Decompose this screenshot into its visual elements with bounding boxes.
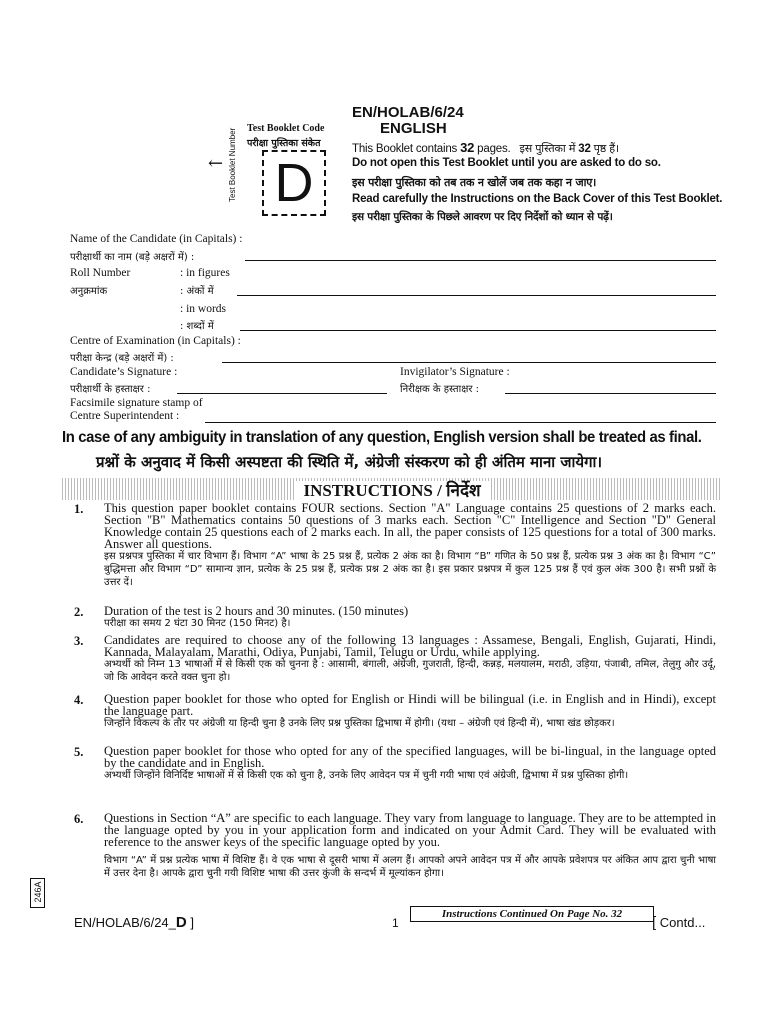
facsimile-label-2: Centre Superintendent :	[70, 410, 180, 422]
invigilator-signature-label-en: Invigilator’s Signature :	[400, 366, 510, 378]
invigilator-signature-line[interactable]	[505, 393, 716, 394]
notice-hi-2: इस परीक्षा पुस्तिका के पिछले आवरण पर दिए निर्देशों को ध्यान से पढ़ें।	[352, 211, 613, 223]
candidate-name-label-hi: परीक्षार्थी का नाम (बड़े अक्षरों में) :	[70, 252, 195, 263]
instruction-item	[104, 502, 716, 589]
ambiguity-banner-en: In case of any ambiguity in translation of any question, English version shall be treated as final.	[62, 429, 702, 446]
notice-en-2: Read carefully the Instructions on the Back Cover of this Test Booklet.	[352, 193, 723, 205]
facsimile-label-1: Facsimile signature stamp of	[70, 397, 203, 409]
continued-notice: Instructions Continued On Page No. 32	[410, 906, 654, 922]
instruction-number: 2.	[74, 605, 84, 619]
instruction-text-en: Questions in Section “A” are specific to each language. They vary from language to language. They are to be attempted in the language opted by you in your application form and indicated on your Admit Card. They will be evaluated with reference to the answer keys of the specific language opted by you.	[104, 811, 716, 849]
invigilator-signature-label-hi: निरीक्षक के हस्ताक्षर :	[400, 384, 480, 395]
roll-number-label-hi: अनुक्रमांक	[70, 286, 108, 297]
booklet-code-box: D	[262, 150, 326, 216]
centre-label-hi: परीक्षा केन्द्र (बड़े अक्षरों में) :	[70, 353, 174, 364]
instruction-item	[104, 605, 716, 630]
instruction-number: 3.	[74, 634, 84, 648]
footer-paper-code: EN/HOLAB/6/24_D ]	[74, 914, 194, 931]
instructions-title: INSTRUCTIONS / निर्देश	[62, 478, 722, 501]
paper-language: ENGLISH	[380, 120, 447, 137]
candidate-name-line[interactable]	[245, 260, 716, 261]
instruction-text-en: Duration of the test is 2 hours and 30 minutes. (150 minutes)	[104, 604, 409, 618]
paper-code: EN/HOLAB/6/24	[352, 104, 464, 121]
in-figures-label: : in figures	[180, 267, 230, 279]
instruction-item	[104, 634, 716, 684]
booklet-number-label: Test Booklet Number	[228, 127, 237, 202]
roll-figures-line[interactable]	[237, 295, 716, 296]
candidate-signature-label-en: Candidate’s Signature :	[70, 366, 178, 378]
centre-label-en: Centre of Examination (in Capitals) :	[70, 335, 241, 347]
instruction-text-hi: अभ्यर्थी को निम्न 13 भाषाओं में से किसी एक को चुनना है : आसामी, बंगाली, अंग्रेजी, गुजराती, हिन्दी, कन्नड़, मलयालम, मराठी, उड़िया, पंजाबी, तमिल, तेलुगु और उर्दू, जो कि आवेदन करते वक्त चुना हो।	[104, 659, 716, 683]
pages-notice: This Booklet contains 32 pages. इस पुस्तिका में 32 पृष्ठ हैं।	[352, 140, 619, 155]
in-words-label-hi: : शब्दों में	[180, 321, 214, 332]
notice-hi-1: इस परीक्षा पुस्तिका को तब तक न खोलें जब तक कहा न जाए।	[352, 176, 597, 189]
booklet-code-label-hi: परीक्षा पुस्तिका संकेत	[247, 138, 321, 149]
in-words-label: : in words	[180, 303, 226, 315]
candidate-name-label-en: Name of the Candidate (in Capitals) :	[70, 233, 243, 245]
instruction-text-en: Question paper booklet for those who opted for English or Hindi will be bilingual (i.e. in English and in Hindi), except the language part.	[104, 692, 716, 718]
contd-label: [ Contd...	[652, 914, 706, 931]
notice-en-1: Do not open this Test Booklet until you are asked to do so.	[352, 157, 661, 169]
instruction-text-en: Question paper booklet for those who opted for any of the specified languages, will be bi-lingual, in the language opted by the candidate and in English.	[104, 744, 716, 770]
instruction-text-en: Candidates are required to choose any of the following 13 languages : Assamese, Bengali, English, Gujarati, Hindi, Kannada, Malayalam, Marathi, Odiya, Punjabi, Tamil, Telugu or Urdu, while applying.	[104, 633, 716, 659]
roll-words-line[interactable]	[240, 330, 716, 331]
instruction-number: 6.	[74, 812, 84, 826]
side-code-box: 246A	[30, 878, 45, 908]
roll-number-label-en: Roll Number	[70, 267, 131, 279]
centre-line[interactable]	[222, 362, 716, 363]
in-figures-label-hi: : अंकों में	[180, 286, 214, 297]
candidate-signature-label-hi: परीक्षार्थी के हस्ताक्षर :	[70, 384, 151, 395]
arrow-left-icon: ←	[208, 153, 224, 174]
instruction-number: 4.	[74, 693, 84, 707]
instruction-text-hi: अभ्यर्थी जिन्होंने विनिर्दिष्ट भाषाओं में से किसी एक को चुना है, उनके लिए आवेदन पत्र में चुनी गयी भाषा एवं अंग्रेजी, द्विभाषा में प्रश्न पुस्तिका होगी।	[104, 770, 629, 781]
candidate-signature-line[interactable]	[177, 393, 387, 394]
instruction-text-hi: इस प्रश्नपत्र पुस्तिका में चार विभाग हैं। विभाग “A” भाषा के 25 प्रश्न हैं, प्रत्येक 2 अंक का है। विभाग “B” गणित के 50 प्रश्न हैं, प्रत्येक प्रश्न 3 अंक का है। विभाग “C” बुद्धिमत्ता और विभाग “D” सामान्य ज्ञान, प्रत्येक के 25 प्रश्न हैं, प्रत्येक प्रश्न 2 अंक का है। इस प्रकार प्रश्नपत्र में कुल 125 प्रश्न हैं एवं कुल अंक 300 है। सभी प्रश्नों के उत्तर दें।	[104, 551, 716, 588]
instruction-text-en: This question paper booklet contains FOUR sections. Section "A" Language contains 25 questions of 2 marks each. Section "B" Mathematics contains 50 questions of 3 marks each. Section "C" Intelligence and Section "D" General Knowledge contain 25 questions each of 2 marks each. In all, the paper consists of 125 questions for a total of 300 marks. Answer all questions.	[104, 501, 716, 551]
instruction-text-hi: विभाग “A” में प्रश्न प्रत्येक भाषा में विशिष्ट हैं। वे एक भाषा से दूसरी भाषा में अलग हैं। आपको अपने आवेदन पत्र में और आपके प्रवेशपत्र पर अंकित आप द्वारा चुनी भाषा में उत्तर देना है। आपके द्वारा चुनी गयी विशिष्ट भाषा की उत्तर कुंजी के सन्दर्भ में मूल्यांकन होगा।	[104, 855, 716, 879]
instruction-number: 5.	[74, 745, 84, 759]
instruction-text-hi: परीक्षा का समय 2 घंटा 30 मिनट (150 मिनट) है।	[104, 618, 291, 629]
booklet-code-label-en: Test Booklet Code	[247, 123, 325, 134]
instruction-item	[104, 812, 716, 880]
instruction-item	[104, 745, 716, 782]
instruction-number: 1.	[74, 502, 84, 516]
ambiguity-banner-hi: प्रश्नों के अनुवाद में किसी अस्पष्टता की स्थिति में, अंग्रेजी संस्करण को ही अंतिम माना जायेगा।	[96, 453, 603, 471]
page-number: 1	[392, 916, 399, 930]
instruction-item	[104, 693, 716, 730]
instruction-text-hi: जिन्होंने विकल्प के तौर पर अंग्रेजी या हिन्दी चुना है उनके लिए प्रश्न पुस्तिका द्विभाषा में होगी। (यथा – अंग्रेजी एवं हिन्दी में), भाषा खंड छोड़कर।	[104, 718, 615, 729]
facsimile-line[interactable]	[205, 422, 716, 423]
